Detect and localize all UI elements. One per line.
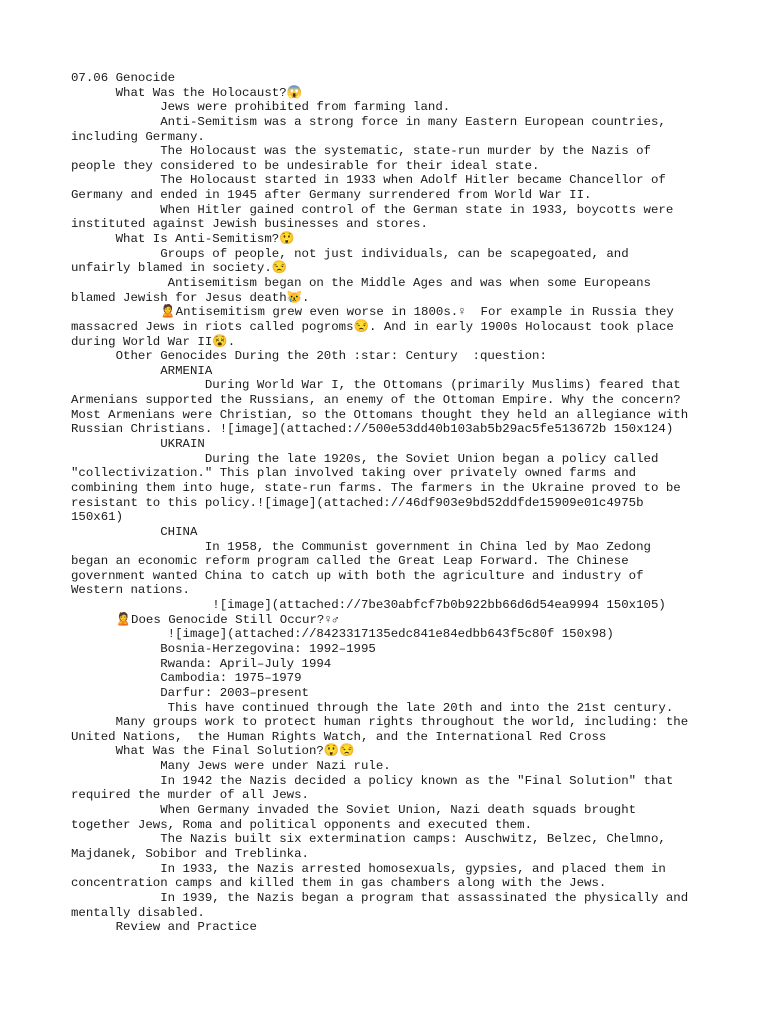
section-heading-anti-semitism: What Is Anti-Semitism?😲 [71, 232, 295, 247]
text-line: When Germany invaded the Soviet Union, Nazi death squads brought [71, 803, 637, 818]
text-line: In 1933, the Nazis arrested homosexuals, gypsies, and placed them in [71, 861, 666, 876]
text-line: In 1942 the Nazis decided a policy known as the "Final Solution" that [71, 773, 674, 788]
text-line: mentally disabled. [71, 905, 205, 920]
text-line: Antisemitism began on the Middle Ages and was when some Europeans [71, 275, 651, 290]
text-line: "collectivization." This plan involved taking over privately owned farms and [71, 466, 637, 481]
text-line: required the murder of all Jews. [71, 788, 309, 803]
section-heading-final-solution: What Was the Final Solution?😲😒 [71, 744, 355, 759]
text-line: This have continued through the late 20th and into the 21st century. [71, 700, 674, 715]
text-line: In 1958, the Communist government in China led by Mao Zedong [71, 539, 651, 554]
list-item: Cambodia: 1975–1979 [71, 671, 302, 686]
text-line: In 1939, the Nazis began a program that assassinated the physically and [71, 890, 689, 905]
document-title: 07.06 Genocide [71, 71, 176, 85]
text-line: Groups of people, not just individuals, can be scapegoated, and [71, 246, 629, 261]
image-reference: ![image](attached://7be30abfcf7b0b922bb66d6d54ea9994 150x105) [71, 598, 666, 613]
text-line: Russian Christians. ![image](attached://500e53dd40b103ab5b29ac5fe513672b 150x124) [71, 422, 674, 437]
text-line: during World War II😵. [71, 334, 236, 349]
text-line: massacred Jews in riots called pogroms😒. And in early 1900s Holocaust took place [71, 319, 674, 334]
text-line: Many Jews were under Nazi rule. [71, 759, 391, 774]
text-line: The Holocaust was the systematic, state-run murder by the Nazis of [71, 144, 651, 159]
text-line: During the late 1920s, the Soviet Union began a policy called [71, 451, 659, 466]
text-line: Western nations. [71, 583, 190, 598]
text-line: Jews were prohibited from farming land. [71, 100, 451, 115]
section-heading-genocide-still-occur: 🙎Does Genocide Still Occur?♀♂ [71, 612, 340, 627]
text-line: Majdanek, Sobibor and Treblinka. [71, 846, 309, 861]
text-line: United Nations, the Human Rights Watch, and the International Red Cross [71, 729, 607, 744]
text-line: began an economic reform program called the Great Leap Forward. The Chinese [71, 554, 629, 569]
section-heading-review-and-practice: Review and Practice [71, 920, 257, 935]
text-line: Many groups work to protect human rights throughout the world, including: the [71, 715, 689, 730]
text-line: When Hitler gained control of the German state in 1933, boycotts were [71, 202, 674, 217]
list-item: Rwanda: April–July 1994 [71, 656, 332, 671]
text-line: instituted against Jewish businesses and stores. [71, 217, 428, 232]
text-line: resistant to this policy.![image](attached://46df903e9bd52ddfde15909e01c4975b [71, 495, 644, 510]
section-heading-holocaust: What Was the Holocaust?😱 [71, 85, 303, 100]
text-line: combining them into huge, state-run farms. The farmers in the Ukraine proved to be [71, 480, 681, 495]
text-line: The Nazis built six extermination camps: Auschwitz, Belzec, Chelmno, [71, 832, 666, 847]
text-line: The Holocaust started in 1933 when Adolf Hitler became Chancellor of [71, 173, 666, 188]
text-line: Most Armenians were Christian, so the Ottomans thought they held an allegiance with [71, 407, 689, 422]
document-body [71, 71, 701, 935]
text-line: together Jews, Roma and political opponents and executed them. [71, 817, 533, 832]
text-line: government wanted China to catch up with both the agriculture and industry of [71, 568, 644, 583]
text-line: Anti-Semitism was a strong force in many Eastern European countries, [71, 114, 666, 129]
image-reference: ![image](attached://8423317135edc841e84edbb643f5c80f 150x98) [71, 627, 614, 642]
section-heading-other-genocides: Other Genocides During the 20th :star: Century :question: [71, 349, 547, 364]
text-line: concentration camps and killed them in gas chambers along with the Jews. [71, 876, 607, 891]
subheading-china: CHINA [71, 524, 198, 539]
text-line: Germany and ended in 1945 after Germany surrendered from World War II. [71, 188, 592, 203]
text-line: including Germany. [71, 129, 205, 144]
subheading-ukrain: UKRAIN [71, 437, 205, 452]
list-item: Bosnia-Herzegovina: 1992–1995 [71, 641, 376, 656]
list-item: Darfur: 2003–present [71, 685, 309, 700]
subheading-armenia: ARMENIA [71, 363, 213, 378]
text-line: 🙎Antisemitism grew even worse in 1800s.♀ For example in Russia they [71, 305, 674, 320]
text-line: unfairly blamed in society.😒 [71, 261, 288, 276]
text-line: blamed Jewish for Jesus death😿. [71, 290, 310, 305]
text-line: people they considered to be undesirable for their ideal state. [71, 158, 540, 173]
text-line: 150x61) [71, 510, 124, 525]
text-line: During World War I, the Ottomans (primarily Muslims) feared that [71, 378, 681, 393]
text-line: Armenians supported the Russians, an enemy of the Ottoman Empire. Why the concern? [71, 393, 681, 408]
